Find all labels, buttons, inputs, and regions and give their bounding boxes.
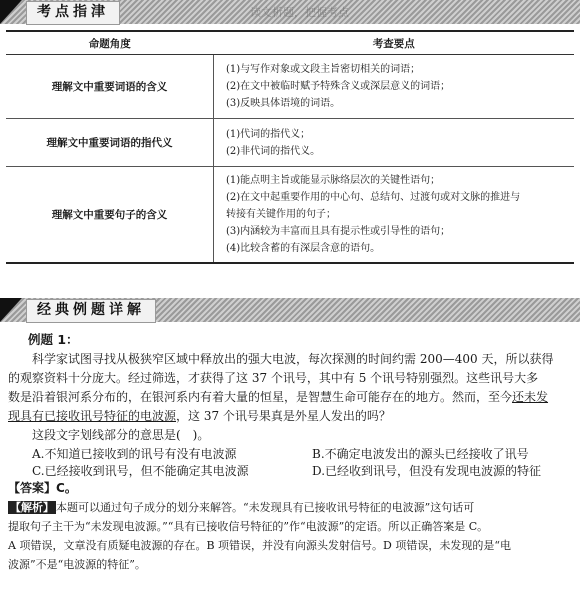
header-points: 考查要点 — [214, 31, 575, 55]
exam-points-table — [6, 30, 574, 264]
option-b: B.不确定电波发出的源头已经接收了讯号 — [312, 447, 529, 461]
explanation-text: 本题可以通过句子成分的划分来解答。“未发现具有已接收讯号特征的电波源”这句话可 — [56, 501, 475, 514]
row-points — [214, 55, 575, 119]
passage-line: 科学家试图寻找从极狭窄区域中释放出的强大电波，每次探测的时间约需 200—400 天，所以获得 — [32, 352, 554, 366]
point-item: (2)在文中起重要作用的中心句、总结句、过渡句或对文脉的推进与 — [226, 191, 521, 203]
point-item: (3)内涵较为丰富而且具有提示性或引导性的语句； — [226, 225, 451, 237]
point-item: (1)能点明主旨或能显示脉络层次的关键性语句； — [226, 174, 441, 186]
section-banner-jingdian — [0, 298, 580, 322]
banner-triangle — [0, 0, 22, 24]
answer-line — [8, 479, 574, 498]
option-a: A.不知道已接收到的讯号有没有电波源 — [32, 447, 237, 461]
passage-line: 的观察资料十分庞大。经过筛选，才获得了这 37 个讯号，其中有 5 个讯号特别强烈。这些讯号大多 — [8, 371, 539, 385]
underlined-text: 还未发 — [512, 390, 549, 404]
point-item: (2)非代词的指代义。 — [226, 145, 321, 157]
banner-ghost-text: 读文析题，把握考点 — [250, 6, 349, 19]
table-row — [6, 167, 574, 263]
passage-line — [8, 388, 574, 407]
passage-line — [8, 407, 574, 426]
answer-value: C。 — [56, 481, 77, 495]
table-header-row — [6, 31, 574, 55]
row-topic: 理解文中重要词语的指代义 — [6, 119, 214, 167]
options-row — [8, 462, 574, 479]
explanation-line: A 项错误，文章没有质疑电波源的存在。B 项错误，并没有向源头发射信号。D 项错误，未发现的是“电 — [8, 539, 511, 552]
passage-text: ，这 37 个讯号果真是外星人发出的吗？ — [176, 409, 391, 423]
section-banner-kaodian — [0, 0, 580, 24]
passage-text: 数是沿着银河系分布的，在银河系内有着大量的恒星，是智慧生命可能存在的地方。然而，至今 — [8, 390, 513, 404]
explanation-tag: 【解析】 — [10, 501, 54, 514]
section-title: 经典例题详解 — [26, 299, 156, 323]
options-row — [8, 445, 574, 462]
answer-tag: 【答案】 — [8, 481, 57, 495]
row-points — [214, 167, 575, 263]
banner-triangle — [0, 298, 22, 322]
explanation-line — [8, 498, 574, 517]
row-topic: 理解文中重要词语的含义 — [6, 55, 214, 119]
example-block — [8, 330, 574, 574]
table-row — [6, 119, 574, 167]
point-item: (1)代词的指代义； — [226, 128, 311, 140]
point-item: 转接有关键作用的句子； — [226, 208, 336, 220]
point-item: (2)在文中被临时赋予特殊含义或深层意义的词语； — [226, 81, 451, 92]
table-row — [6, 55, 574, 119]
example-title: 例题 1： — [28, 332, 79, 347]
point-item: (1)与写作对象或文段主旨密切相关的词语； — [226, 64, 421, 75]
option-d: D.已经收到讯号，但没有发现电波源的特征 — [312, 464, 542, 478]
explanation-line: 提取句子主干为“未发现电波源。”“具有已接收信号特征的”作“电波源”的定语。所以正确答案是 C。 — [8, 520, 489, 533]
question-stem: 这段文字划线部分的意思是( )。 — [32, 428, 210, 442]
option-c: C.已经接收到讯号，但不能确定其电波源 — [32, 464, 249, 478]
point-item: (3)反映具体语境的词语。 — [226, 98, 341, 109]
row-points — [214, 119, 575, 167]
underlined-text: 现具有已接收讯号特征的电波源 — [8, 409, 177, 423]
header-angle: 命题角度 — [6, 31, 214, 55]
point-item: (4)比较含蓄的有深层含意的语句。 — [226, 242, 381, 254]
row-topic: 理解文中重要句子的含义 — [6, 167, 214, 263]
explanation-line: 波源”不是“电波源的特征”。 — [8, 558, 146, 571]
section-title: 考点指津 — [26, 1, 120, 25]
